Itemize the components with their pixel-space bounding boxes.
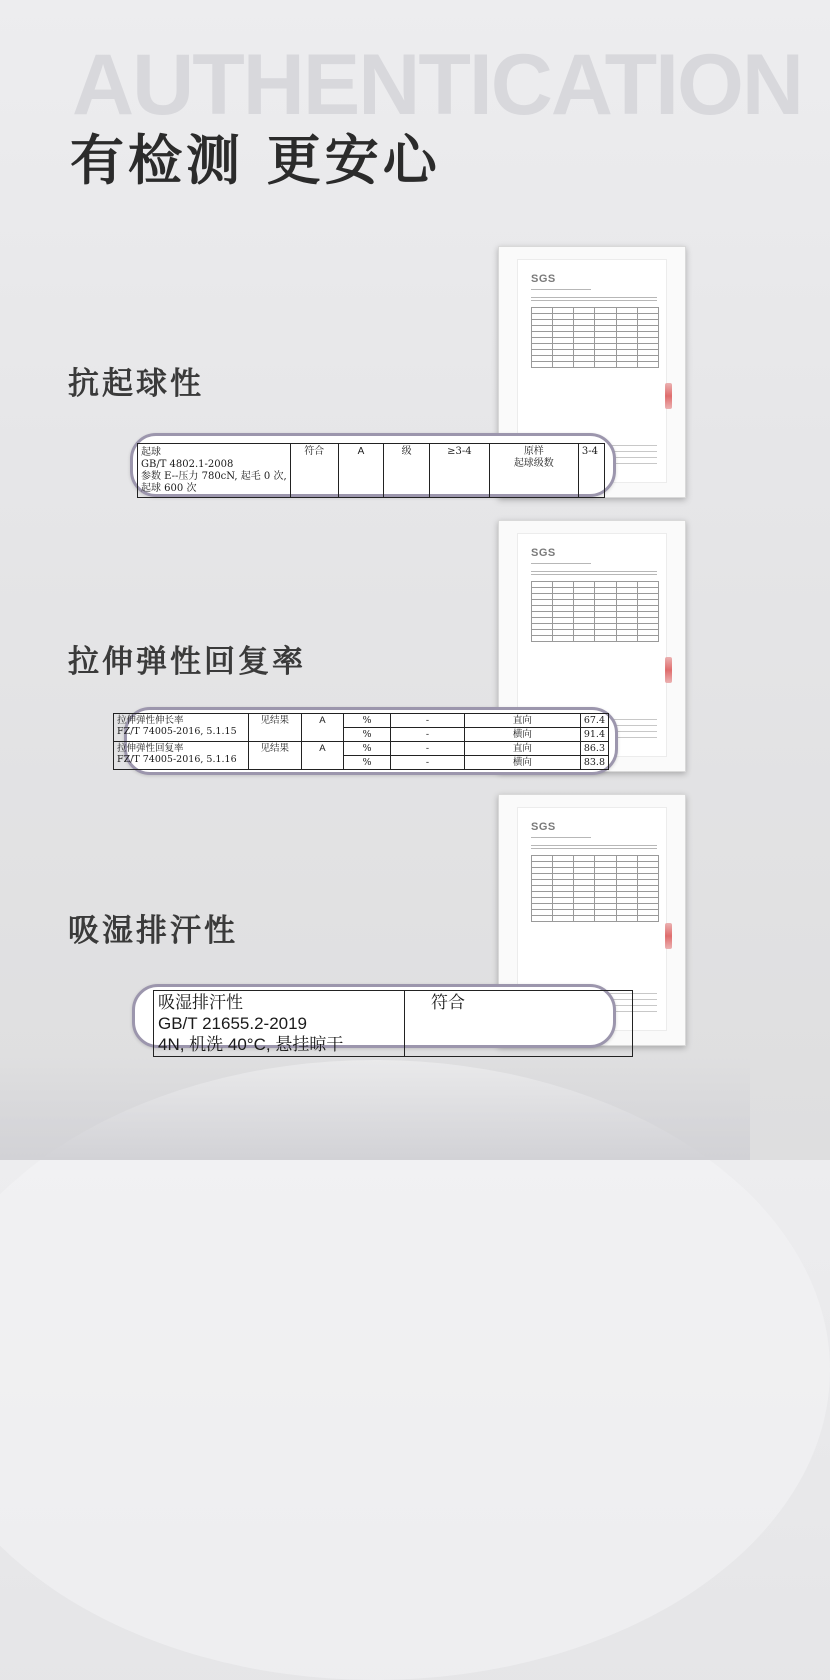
sgs-logo: SGS [531,547,556,559]
conclusion-cell: 见结果 [248,714,301,742]
conclusion-cell: 见结果 [248,742,301,770]
value-cell: 91.4 [580,728,608,742]
grade-cell: A [301,742,344,770]
certificate-table [531,581,659,642]
conclusion-cell: 符合 [405,991,633,1057]
requirement-cell: - [390,756,464,770]
direction-cell: 横向 [465,728,581,742]
test-item-cell: 吸湿排汗性 GB/T 21655.2-2019 4N, 机洗 40°C, 悬挂晾干 [154,991,405,1057]
red-stamp [665,923,672,949]
result-callout-pilling [130,433,616,497]
unit-cell: % [344,756,391,770]
grade-cell: A [301,714,344,742]
unit-cell: % [344,728,391,742]
test-item-cell: 拉伸弹性伸长率 FZ/T 74005-2016, 5.1.15 [114,714,249,742]
direction-cell: 横向 [465,756,581,770]
section-title-moisture-wicking: 吸湿排汗性 [68,913,238,949]
requirement-cell: - [390,714,464,728]
background-watermark: AUTHENTICATION [72,37,803,133]
requirement-cell: ≥3-4 [430,444,490,498]
result-table [153,990,633,1057]
value-cell: 86.3 [580,742,608,756]
direction-cell: 直向 [465,714,581,728]
test-item-cell: 拉伸弹性回复率 FZ/T 74005-2016, 5.1.16 [114,742,249,770]
sgs-logo: SGS [531,273,556,285]
value-cell: 83.8 [580,756,608,770]
unit-cell: 级 [384,444,430,498]
value-cell: 3-4 [578,444,604,498]
red-stamp [665,657,672,683]
sgs-logo: SGS [531,821,556,833]
sample-cell: 原样 起球级数 [489,444,578,498]
result-table [113,713,609,770]
section-title-elastic-recovery: 拉伸弹性回复率 [68,644,306,680]
unit-cell: % [344,714,391,728]
certificate-table [531,855,659,922]
result-callout-elastic [117,707,618,775]
unit-cell: % [344,742,391,756]
section-title-pilling: 抗起球性 [68,366,204,402]
conclusion-cell: 符合 [290,444,338,498]
result-callout-moisture [132,984,616,1054]
value-cell: 67.4 [580,714,608,728]
red-stamp [665,383,672,409]
grade-cell: A [338,444,384,498]
result-table [137,443,605,498]
requirement-cell: - [390,728,464,742]
page-headline: 有检测 更安心 [70,129,441,192]
test-item-cell: 起球 GB/T 4802.1-2008 参数 E--压力 780cN, 起毛 0 次, 起球 600 次 [138,444,291,498]
requirement-cell: - [390,742,464,756]
bottom-background-band [0,1055,750,1160]
certificate-table [531,307,659,368]
direction-cell: 直向 [465,742,581,756]
